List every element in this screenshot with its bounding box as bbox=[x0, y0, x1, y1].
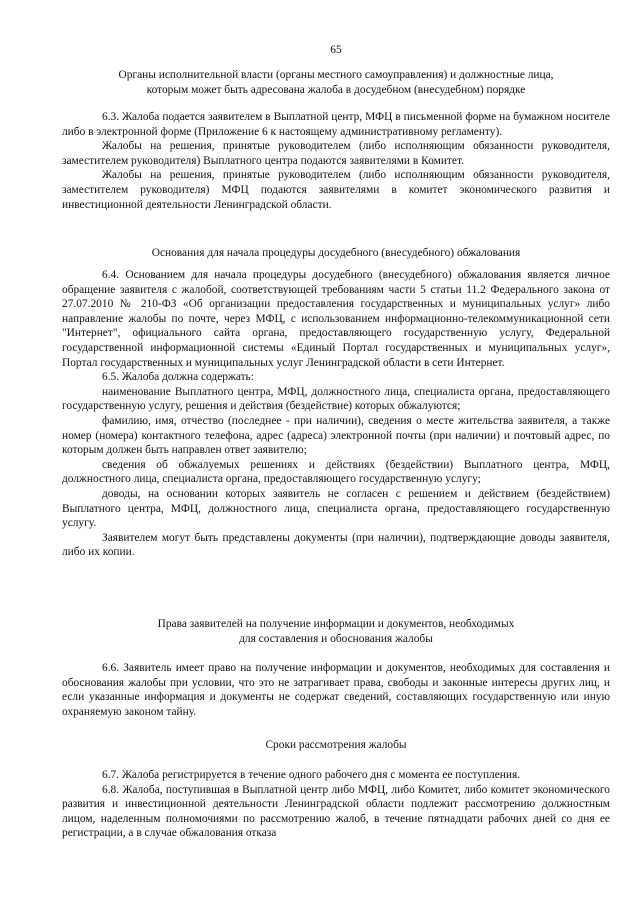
paragraph: фамилию, имя, отчество (последнее - при наличии), сведения о месте жительства заявителя, а также номер (номера) контактного телефона, адрес (адреса) электронной почты (при наличии) и почтовый адрес, по которым должен быть направлен ответ заявителю; bbox=[62, 414, 610, 457]
heading-line: Органы исполнительной власти (органы местного самоуправления) и должностные лица, bbox=[118, 69, 554, 81]
page-number: 65 bbox=[330, 44, 342, 56]
paragraph-6-3: 6.3. Жалоба подается заявителем в Выплатной центр, МФЦ в письменной форме на бумажном носителе либо в электронной форме (Приложение 6 к настоящему административному регламенту). bbox=[62, 111, 610, 138]
section-heading-deadlines bbox=[62, 738, 610, 753]
heading-line: Права заявителей на получение информации и документов, необходимых bbox=[157, 618, 515, 630]
heading-line: для составления и обоснования жалобы bbox=[239, 632, 433, 645]
section-body-rights bbox=[62, 661, 610, 719]
paragraph-6-5: 6.5. Жалоба должна содержать: bbox=[102, 371, 254, 384]
paragraph-6-4: 6.4. Основанием для начала процедуры досудебного (внесудебного) обжалования является личное обращение заявителя с жалобой, соответствующей требованиям части 5 статьи 11.2 Федерального закона от 27.07.2010 № 210-ФЗ «Об организации предоставления государственных и муниципальных услуг» либо направление жалобы по почте, через МФЦ, с использованием информационно-телекоммуникационной сети "Интернет", официального сайта органа, предоставляющего государственную услугу, Федеральной государственной информационной системы «Единый Портал государственных и муниципальных услуг», Портал государственных и муниципальных услуг Ленинградской области в сети Интернет. bbox=[62, 269, 610, 369]
section-heading-rights bbox=[62, 617, 610, 646]
paragraph: доводы, на основании которых заявитель не согласен с решением и действием (бездействием) Выплатного центра, МФЦ, должностного лица, специалиста органа, предоставляющего государственную услугу. bbox=[62, 487, 610, 530]
heading-line: Основания для начала процедуры досудебного (внесудебного) обжалования bbox=[151, 247, 521, 259]
paragraph: Заявителем могут быть представлены документы (при наличии), подтверждающие доводы заявителя, либо их копии. bbox=[62, 531, 610, 559]
section-body-appeal-bodies bbox=[62, 110, 610, 212]
paragraph: сведения об обжалуемых решениях и действиях (бездействии) Выплатного центра, МФЦ, должностного лица, специалиста органа, предоставляющего государственную услугу; bbox=[62, 458, 610, 486]
paragraph-6-7: 6.7. Жалоба регистрируется в течение одного рабочего дня с момента ее поступления. bbox=[102, 769, 521, 781]
heading-line: Сроки рассмотрения жалобы bbox=[265, 739, 407, 751]
section-body-grounds bbox=[62, 268, 610, 560]
paragraph: наименование Выплатного центра, МФЦ, должностного лица, специалиста органа, предоставляющего государственную услугу, решения и действия (бездействие) которых обжалуются; bbox=[62, 385, 610, 413]
paragraph: Жалобы на решения, принятые руководителем (либо исполняющим обязанности руководителя, заместителем руководителя) МФЦ подаются заявителями в комитет экономического развития и инвестиционной деятельности Ленинградской области. bbox=[62, 169, 610, 211]
paragraph-6-6: 6.6. Заявитель имеет право на получение информации и документов, необходимых для составления и обоснования жалобы при условии, что это не затрагивает права, свободы и законные интересы других лиц, и если указанные информация и документы не содержат сведений, составляющих государственную или иную охраняемую законом тайну. bbox=[62, 662, 610, 718]
section-body-deadlines bbox=[62, 768, 610, 841]
paragraph-6-8: 6.8. Жалоба, поступившая в Выплатной центр либо МФЦ, либо Комитет, либо комитет экономического развития и инвестиционной деятельности Ленинградской области подлежит рассмотрению должностным лицом, наделенным полномочиями по рассмотрению жалоб, в течение пятнадцати рабочих дней со дня ее регистрации, а в случае обжалования отказа bbox=[62, 783, 610, 840]
section-heading-grounds bbox=[62, 246, 610, 261]
paragraph: Жалобы на решения, принятые руководителем (либо исполняющим обязанности руководителя, заместителем руководителя) Выплатного центра подаются заявителями в Комитет. bbox=[62, 140, 610, 167]
section-heading-appeal-bodies bbox=[62, 68, 610, 97]
heading-line: которым может быть адресована жалоба в досудебном (внесудебном) порядке bbox=[146, 83, 526, 96]
